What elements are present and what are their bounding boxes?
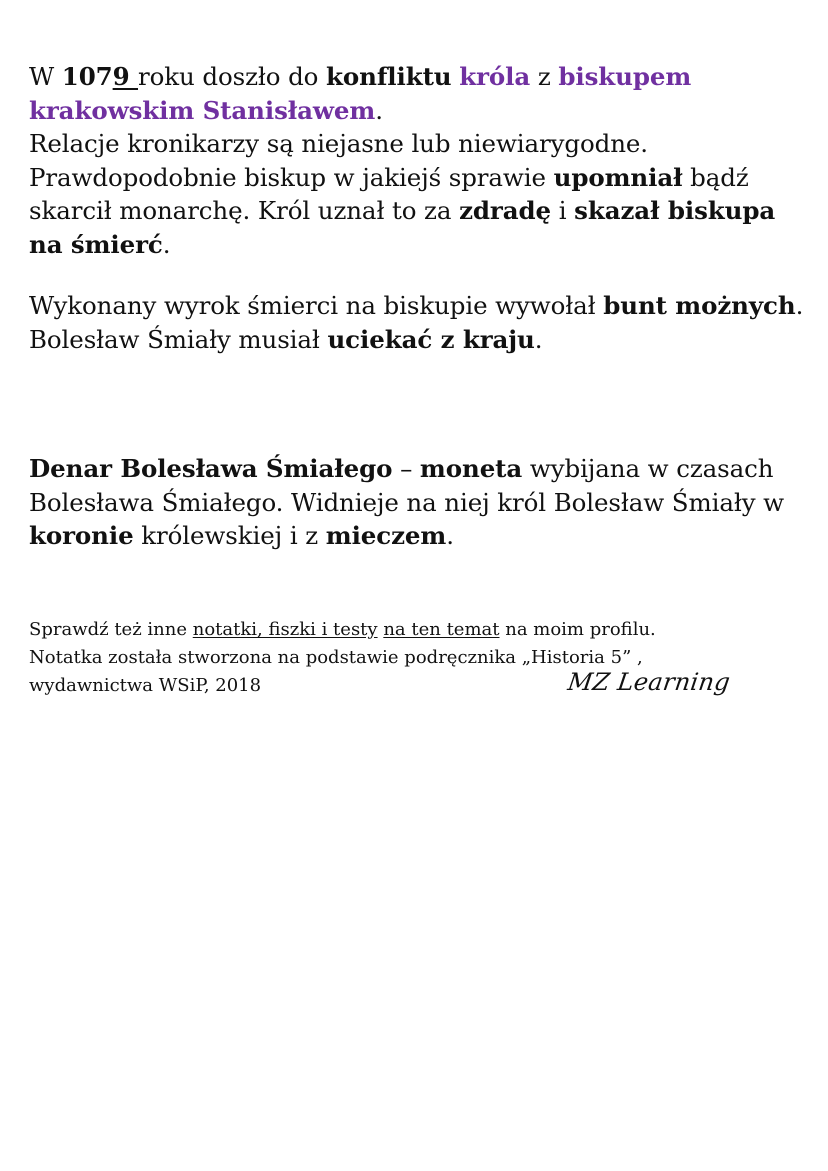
text: . Bolesław Śmiały musiał (29, 291, 804, 354)
paragraph-denar (29, 452, 809, 553)
text: roku doszło do (138, 62, 327, 91)
year-text: 107 (61, 62, 113, 91)
keyword-skazal: skazał biskupa na śmierć (29, 196, 776, 259)
keyword-mieczem: mieczem (325, 521, 447, 550)
text: z (530, 62, 559, 91)
text: Wykonany wyrok śmierci na biskupie wywołał (29, 291, 604, 320)
footer-text: Sprawdź też inne (29, 619, 193, 640)
keyword-konflikt: konfliktu (326, 62, 452, 91)
keyword-uciekac: uciekać z kraju (327, 324, 535, 354)
keyword-upomnial: upomniał (553, 162, 683, 192)
text: W (29, 62, 62, 91)
footer-source: Notatka została stworzona na podstawie podręcznika „Historia 5” , (29, 647, 643, 668)
text: . (534, 324, 543, 354)
text: – (392, 454, 420, 483)
footer-text: na moim profilu. (499, 619, 656, 640)
text: i (551, 196, 575, 225)
keyword-koronie: koronie (29, 521, 134, 550)
text: . (162, 229, 171, 259)
text: królewskiej i z (133, 521, 326, 550)
text: bądź skarcił monarchę. Król uznał to za (29, 162, 749, 225)
signature-logo: MZ Learning (566, 668, 733, 696)
footer-link-notes[interactable]: notatki, fiszki i testy (192, 619, 378, 640)
paragraph-rebellion (29, 289, 809, 356)
keyword-denar: Denar Bolesława Śmiałego (29, 454, 393, 483)
text: . (375, 95, 383, 125)
paragraph-conflict (29, 60, 809, 261)
footer-link-topic[interactable]: na ten temat (383, 619, 500, 640)
footer-publisher: wydawnictwa WSiP, 2018 (29, 675, 262, 696)
keyword-zdrade: zdradę (459, 196, 552, 225)
text: . (446, 521, 454, 550)
keyword-biskup: biskupem krakowskim Stanisławem (29, 62, 692, 125)
keyword-krol: króla (459, 62, 531, 91)
text: Relacje kronikarzy są niejasne lub niewiarygodne. Prawdopodobnie biskup w jakiejś sprawie (29, 129, 648, 192)
keyword-moneta: moneta (419, 454, 523, 483)
year-text-underlined: 9 (112, 62, 139, 91)
text: wybijana w czasach Bolesława Śmiałego. Widnieje na niej król Bolesław Śmiały w (29, 454, 785, 517)
keyword-bunt: bunt możnych (603, 291, 796, 320)
